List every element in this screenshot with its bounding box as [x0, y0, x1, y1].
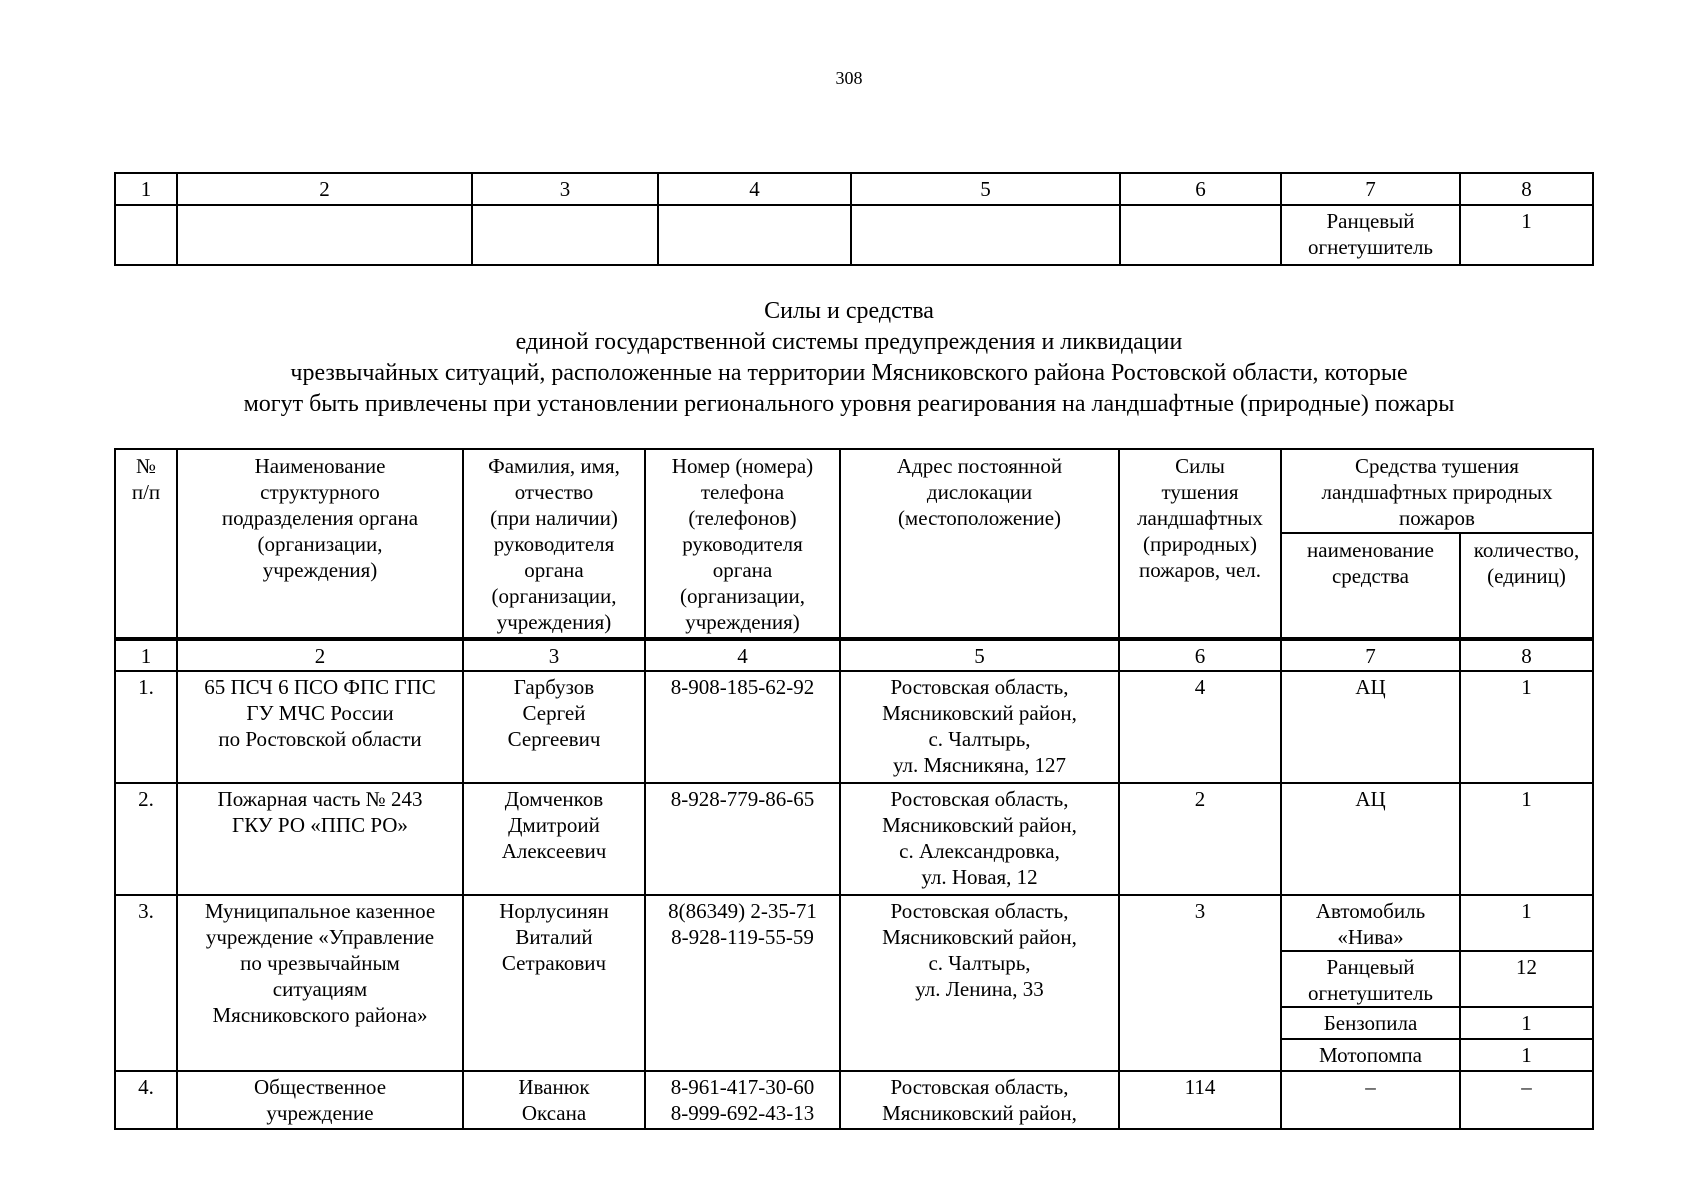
means-qty-cell: 1	[1460, 783, 1593, 895]
means-qty-cell: 1	[1460, 205, 1593, 265]
cell-line: органа	[524, 558, 584, 582]
means-qty-cell: 1	[1460, 671, 1593, 783]
means-qty-cell: 1	[1460, 1007, 1593, 1039]
forces-table	[114, 448, 1594, 1130]
cell-line: с. Александровка,	[899, 839, 1060, 863]
cell-line: 8-928-779-86-65	[670, 787, 815, 811]
cell-line: Мясниковский район,	[882, 925, 1077, 949]
cell-line: Ранцевый	[1326, 209, 1415, 233]
table-cell	[658, 205, 851, 265]
cell-line: Мясниковский район,	[882, 701, 1077, 725]
head-name-cell	[463, 671, 645, 783]
means-name-cell	[1281, 205, 1460, 265]
cell-line: с. Чалтырь,	[928, 727, 1031, 751]
forces-cell: 2	[1119, 783, 1281, 895]
phone-cell	[645, 1071, 840, 1129]
means-name-cell	[1281, 783, 1460, 895]
means-qty-cell: 12	[1460, 951, 1593, 1007]
cell-line: Норлусинян	[499, 899, 609, 923]
cell-line: №	[135, 454, 157, 478]
cell-line: учреждение	[266, 1101, 374, 1125]
means-name-cell	[1281, 1039, 1460, 1071]
table-row	[115, 783, 1593, 895]
cell-line: ул. Мясникяна, 127	[892, 753, 1067, 777]
cell-line: (организации,	[680, 584, 805, 608]
cell-line: (местоположение)	[897, 506, 1062, 530]
cell-line: по чрезвычайным	[240, 951, 400, 975]
table-cell	[177, 205, 472, 265]
cell-line: АЦ	[1355, 675, 1386, 699]
table-cell	[851, 205, 1120, 265]
column-number: 8	[1460, 173, 1593, 205]
table-cell	[1120, 205, 1281, 265]
cell-line: учреждения)	[496, 610, 612, 634]
column-number: 5	[851, 173, 1120, 205]
cell-line: 8-999-692-43-13	[670, 1101, 815, 1125]
page-number: 308	[835, 68, 863, 88]
cell-line: Сетракович	[501, 951, 607, 975]
column-number: 1	[115, 173, 177, 205]
cell-line: дислокации	[926, 480, 1033, 504]
cell-line: АЦ	[1355, 787, 1386, 811]
column-number: 1	[115, 639, 177, 671]
cell-line: Алексеевич	[501, 839, 607, 863]
cell-line: Дмитроий	[508, 813, 600, 837]
row-number: 3.	[115, 895, 177, 1071]
header-means-group	[1281, 449, 1593, 533]
column-number: 8	[1460, 639, 1593, 671]
header-number	[115, 449, 177, 639]
cell-line: учреждения)	[262, 558, 378, 582]
cell-line: органа	[712, 558, 773, 582]
column-number-row	[115, 173, 1593, 205]
header-row	[115, 449, 1593, 533]
cell-line: «Нива»	[1337, 925, 1404, 949]
column-number: 4	[658, 173, 851, 205]
means-name-cell	[1281, 951, 1460, 1007]
cell-line: Бензопила	[1323, 1011, 1418, 1035]
cell-line: структурного	[260, 480, 380, 504]
row-number: 4.	[115, 1071, 177, 1129]
means-qty-cell: –	[1460, 1071, 1593, 1129]
means-name-cell	[1281, 671, 1460, 783]
row-number: 1.	[115, 671, 177, 783]
title-line: могут быть привлечены при установлении регионального уровня реагирования на ландшафтные (природные) пожары	[243, 391, 1455, 417]
cell-line: пожаров, чел.	[1138, 558, 1262, 582]
cell-line: руководителя	[682, 532, 803, 556]
row-number: 2.	[115, 783, 177, 895]
cell-line: Домченков	[504, 787, 604, 811]
table-row	[115, 205, 1593, 265]
column-number: 2	[177, 173, 472, 205]
organization-cell	[177, 1071, 463, 1129]
cell-line: руководителя	[493, 532, 615, 556]
cell-line: Адрес постоянной	[896, 454, 1063, 478]
title-line: чрезвычайных ситуаций, расположенные на территории Мясниковского района Ростовской области, которые	[290, 360, 1408, 386]
cell-line: Ростовская область,	[890, 787, 1069, 811]
cell-line: огнетушитель	[1307, 235, 1434, 259]
cell-line: (телефонов)	[688, 506, 797, 530]
cell-line: Сергеевич	[507, 727, 601, 751]
cell-line: Оксана	[521, 1101, 587, 1125]
cell-line: Общественное	[253, 1075, 387, 1099]
cell-line: Наименование	[254, 454, 386, 478]
cell-line: Мотопомпа	[1319, 1043, 1422, 1067]
column-number: 7	[1281, 639, 1460, 671]
column-number: 2	[177, 639, 463, 671]
organization-cell	[177, 671, 463, 783]
cell-line: пожаров	[1399, 506, 1475, 530]
cell-line: огнетушитель	[1307, 981, 1434, 1005]
column-number: 5	[840, 639, 1119, 671]
phone-cell	[645, 895, 840, 1071]
cell-line: Ростовская область,	[890, 675, 1069, 699]
head-name-cell	[463, 895, 645, 1071]
table-row	[115, 895, 1593, 951]
cell-line: Гарбузов	[513, 675, 595, 699]
forces-cell: 114	[1119, 1071, 1281, 1129]
organization-cell	[177, 895, 463, 1071]
cell-line: Мясниковский район,	[882, 813, 1077, 837]
cell-line: 8-928-119-55-59	[671, 925, 814, 949]
header-address	[840, 449, 1119, 639]
cell-line: наименование	[1307, 538, 1434, 562]
forces-cell: 3	[1119, 895, 1281, 1071]
cell-line: –	[1365, 1075, 1376, 1099]
column-number: 4	[645, 639, 840, 671]
header-organization	[177, 449, 463, 639]
cell-line: с. Чалтырь,	[928, 951, 1031, 975]
cell-line: ландшафтных природных	[1321, 480, 1553, 504]
head-name-cell	[463, 1071, 645, 1129]
column-number: 6	[1119, 639, 1281, 671]
cell-line: Номер (номера)	[671, 454, 814, 478]
means-name-cell	[1281, 1071, 1460, 1129]
means-name-cell	[1281, 1007, 1460, 1039]
cell-line: (при наличии)	[490, 506, 618, 530]
cell-line: 8-908-185-62-92	[670, 675, 815, 699]
cell-line: Ростовская область,	[890, 899, 1069, 923]
cell-line: подразделения органа	[221, 506, 419, 530]
cell-line: ситуациям	[272, 977, 368, 1001]
means-name-cell	[1281, 895, 1460, 951]
cell-line: ул. Новая, 12	[921, 865, 1038, 889]
means-qty-cell: 1	[1460, 1039, 1593, 1071]
header-means-name	[1281, 533, 1460, 639]
address-cell	[840, 671, 1119, 783]
cell-line: (единиц)	[1487, 564, 1566, 588]
cell-line: отчество	[514, 480, 594, 504]
continued-table	[114, 172, 1594, 266]
cell-line: количество,	[1473, 538, 1580, 562]
cell-line: (организации,	[257, 532, 383, 556]
cell-line: средства	[1331, 564, 1409, 588]
cell-line: по Ростовской области	[218, 727, 422, 751]
cell-line: телефона	[700, 480, 785, 504]
cell-line: 65 ПСЧ 6 ПСО ФПС ГПС	[204, 675, 436, 699]
section-title	[0, 296, 1698, 420]
cell-line: ГУ МЧС России	[246, 701, 394, 725]
cell-line: 8-961-417-30-60	[670, 1075, 815, 1099]
cell-line: Автомобиль	[1315, 899, 1426, 923]
phone-cell	[645, 671, 840, 783]
cell-line: ландшафтных	[1137, 506, 1263, 530]
cell-line: п/п	[131, 480, 161, 504]
column-number: 7	[1281, 173, 1460, 205]
cell-line: ул. Ленина, 33	[915, 977, 1044, 1001]
address-cell	[840, 783, 1119, 895]
header-phone	[645, 449, 840, 639]
cell-line: Фамилия, имя,	[488, 454, 620, 478]
cell-line: 8(86349) 2-35-71	[668, 899, 817, 923]
cell-line: Сергей	[522, 701, 586, 725]
table-cell	[115, 205, 177, 265]
header-forces	[1119, 449, 1281, 639]
title-line: единой государственной системы предупреждения и ликвидации	[515, 329, 1183, 355]
cell-line: Средства тушения	[1355, 454, 1519, 478]
table-row	[115, 1071, 1593, 1129]
cell-line: Мясниковского района»	[212, 1003, 428, 1027]
cell-line: Ростовская область,	[890, 1075, 1069, 1099]
address-cell	[840, 895, 1119, 1071]
forces-cell: 4	[1119, 671, 1281, 783]
column-number: 3	[463, 639, 645, 671]
header-means-qty	[1460, 533, 1593, 639]
title-line: Силы и средства	[764, 298, 934, 324]
cell-line: Ранцевый	[1326, 955, 1415, 979]
address-cell	[840, 1071, 1119, 1129]
cell-line: Силы	[1175, 454, 1225, 478]
column-number: 6	[1120, 173, 1281, 205]
cell-line: (природных)	[1143, 532, 1257, 556]
cell-line: Мясниковский район,	[882, 1101, 1077, 1125]
means-qty-cell: 1	[1460, 895, 1593, 951]
cell-line: Виталий	[515, 925, 593, 949]
organization-cell	[177, 783, 463, 895]
cell-line: учреждение «Управление	[205, 925, 435, 949]
cell-line: ГКУ РО «ППС РО»	[232, 813, 408, 837]
cell-line: Муниципальное казенное	[204, 899, 436, 923]
column-number-row	[115, 639, 1593, 671]
cell-line: тушения	[1161, 480, 1239, 504]
table-cell	[472, 205, 658, 265]
head-name-cell	[463, 783, 645, 895]
cell-line: Иванюк	[518, 1075, 590, 1099]
cell-line: учреждения)	[685, 610, 800, 634]
cell-line: Пожарная часть № 243	[217, 787, 423, 811]
cell-line: (организации,	[491, 584, 617, 608]
column-number: 3	[472, 173, 658, 205]
table-row	[115, 671, 1593, 783]
phone-cell	[645, 783, 840, 895]
header-head-name	[463, 449, 645, 639]
